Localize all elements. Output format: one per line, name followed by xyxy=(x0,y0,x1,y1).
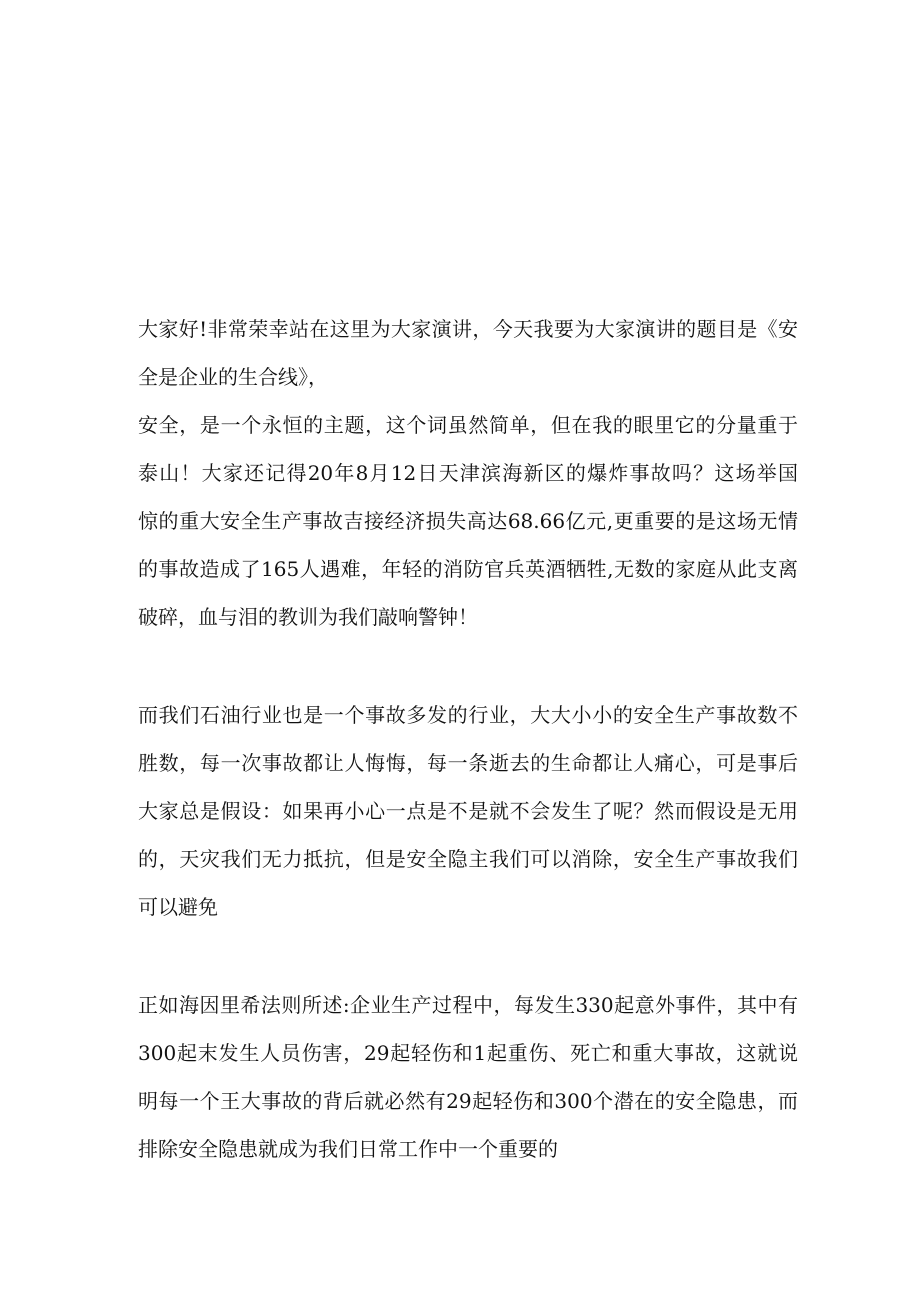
text-line: 安全，是一个永恒的主题，这个词虽然简单，但在我的眼里它的分量重于 xyxy=(138,413,798,437)
text-line: 的，天灾我们无力抵抗，但是安全隐主我们可以消除，安全生产事故我们 xyxy=(138,847,798,871)
text-line: 泰山！大家还记得20年8月12日天津滨海新区的爆炸事故吗？这场举国 xyxy=(138,461,798,485)
document-body xyxy=(138,305,798,1173)
text-line: 而我们石油行业也是一个事故多发的行业，大大小小的安全生产事故数不 xyxy=(138,703,798,727)
text-line: 正如海因里希法则所述:企业生产过程中，每发生330起意外事件，其中有 xyxy=(138,993,798,1017)
text-line: 大家好!非常荣幸站在这里为大家演讲，今天我要为大家演讲的题目是《安 xyxy=(138,317,798,341)
text-line: 破碎，血与泪的教训为我们敲响警钟！ xyxy=(138,605,478,629)
paragraph-gap xyxy=(138,641,798,691)
text-line: 300起末发生人员伤害，29起轻伤和1起重伤、死亡和重大事故，这就说 xyxy=(138,1041,798,1065)
text-line: 大家总是假设：如果再小心一点是不是就不会发生了呢？然而假设是无用 xyxy=(138,799,798,823)
text-line: 惊的重大安全生产事故吉接经济损失高达68.66亿元,更重要的是这场无情 xyxy=(138,509,798,533)
paragraph-2 xyxy=(138,401,798,641)
text-line: 可以避免 xyxy=(138,895,218,919)
text-line: 排除安全隐患就成为我们日常工作中一个重要的 xyxy=(138,1137,558,1161)
paragraph-1 xyxy=(138,305,798,401)
paragraph-4 xyxy=(138,981,798,1173)
paragraph-3 xyxy=(138,691,798,931)
text-line: 明每一个王大事故的背后就必然有29起轻伤和300个潜在的安全隐患，而 xyxy=(138,1089,798,1113)
text-line: 全是企业的生合线》， xyxy=(138,365,328,389)
text-line: 的事故造成了165人遇难，年轻的消防官兵英酒牺牲,无数的家庭从此支离 xyxy=(138,557,798,581)
paragraph-gap xyxy=(138,931,798,981)
text-line: 胜数，每一次事故都让人悔悔，每一条逝去的生命都让人痛心，可是事后 xyxy=(138,751,798,775)
